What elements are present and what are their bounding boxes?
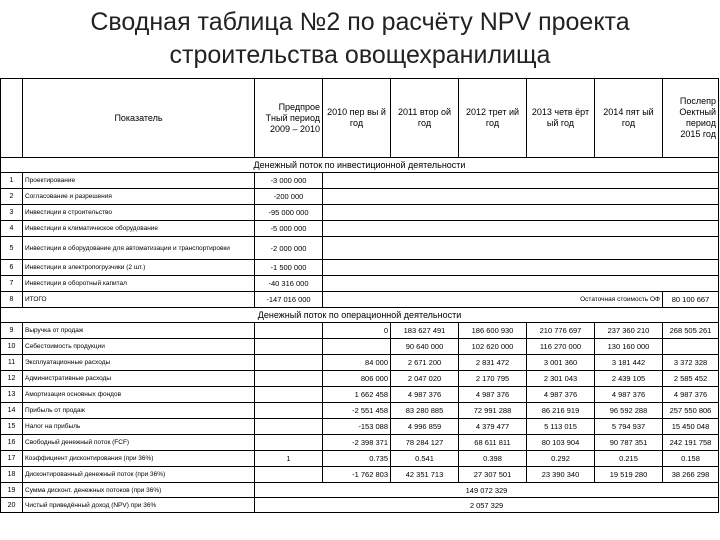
row-label: Себестоимость продукции xyxy=(23,339,255,355)
value-y2014: 237 360 210 xyxy=(595,323,663,339)
value-post xyxy=(663,339,719,355)
value-pre xyxy=(255,339,323,355)
value-y2010: -2 551 458 xyxy=(323,403,391,419)
row-label: Административные расходы xyxy=(23,371,255,387)
header-post-period: Послепр Оектный период 2015 год xyxy=(663,79,719,158)
value-y2012: 4 379 477 xyxy=(459,419,527,435)
table-row xyxy=(1,387,719,403)
value-pre xyxy=(255,355,323,371)
pre-period-value: -3 000 000 xyxy=(255,173,323,189)
row-number: 15 xyxy=(1,419,23,435)
value-post: 38 266 298 xyxy=(663,467,719,483)
table-row xyxy=(1,435,719,451)
row-label: Инвестиции в оборудование для автоматизации и транспортировки xyxy=(23,237,255,260)
value-y2014: 5 794 937 xyxy=(595,419,663,435)
value-y2010: -153 088 xyxy=(323,419,391,435)
row-label: Свободный денежный поток (FCF) xyxy=(23,435,255,451)
row-number: 7 xyxy=(1,276,23,292)
value-y2011: 183 627 491 xyxy=(391,323,459,339)
value-pre xyxy=(255,323,323,339)
row-number: 1 xyxy=(1,173,23,189)
row-label: Дисконтированный денежный поток (при 36%) xyxy=(23,467,255,483)
table-row xyxy=(1,467,719,483)
pre-period-value: -40 316 000 xyxy=(255,276,323,292)
row-label: ИТОГО xyxy=(23,292,255,308)
row-number: 4 xyxy=(1,221,23,237)
table-row xyxy=(1,276,719,292)
table-row xyxy=(1,451,719,467)
row-number: 10 xyxy=(1,339,23,355)
value-post: 2 585 452 xyxy=(663,371,719,387)
value-y2010: -2 398 371 xyxy=(323,435,391,451)
row-number: 11 xyxy=(1,355,23,371)
section-operations: Денежный поток по операционной деятельности xyxy=(1,308,719,323)
value-y2014: 2 439 105 xyxy=(595,371,663,387)
value-y2010: 84 000 xyxy=(323,355,391,371)
value-pre xyxy=(255,467,323,483)
value-y2013: 80 103 904 xyxy=(527,435,595,451)
value-y2011: 78 284 127 xyxy=(391,435,459,451)
empty-cells xyxy=(323,276,719,292)
table-row xyxy=(1,339,719,355)
summary-row xyxy=(1,483,719,498)
header-2014: 2014 пят ый год xyxy=(595,79,663,158)
table-row xyxy=(1,173,719,189)
value-y2012: 68 611 811 xyxy=(459,435,527,451)
pre-period-value: -2 000 000 xyxy=(255,237,323,260)
value-y2010: 1 662 458 xyxy=(323,387,391,403)
row-number: 16 xyxy=(1,435,23,451)
table-row xyxy=(1,205,719,221)
value-y2014: 4 987 376 xyxy=(595,387,663,403)
value-y2011: 2 671 200 xyxy=(391,355,459,371)
table-row xyxy=(1,419,719,435)
row-number: 17 xyxy=(1,451,23,467)
value-y2012: 72 991 288 xyxy=(459,403,527,419)
value-post: 0.158 xyxy=(663,451,719,467)
value-pre xyxy=(255,419,323,435)
value-y2014: 90 787 351 xyxy=(595,435,663,451)
row-number: 8 xyxy=(1,292,23,308)
empty-cells xyxy=(323,260,719,276)
value-pre xyxy=(255,387,323,403)
empty-cells xyxy=(323,221,719,237)
section-investment: Денежный поток по инвестиционной деятельности xyxy=(1,158,719,173)
empty-cells xyxy=(323,189,719,205)
summary-rows xyxy=(1,483,719,513)
row-number: 20 xyxy=(1,498,23,513)
title-line-2: строительства овощехранилища xyxy=(169,41,551,69)
value-y2014: 130 160 000 xyxy=(595,339,663,355)
value-y2010: 0 xyxy=(323,323,391,339)
header-num xyxy=(1,79,23,158)
page-title xyxy=(0,6,720,72)
value-y2013: 86 216 919 xyxy=(527,403,595,419)
row-label: Инвестиции в строительство xyxy=(23,205,255,221)
row-number: 3 xyxy=(1,205,23,221)
row-label: Проектирование xyxy=(23,173,255,189)
row-number: 12 xyxy=(1,371,23,387)
header-row xyxy=(1,79,719,158)
value-y2011: 2 047 020 xyxy=(391,371,459,387)
table-row xyxy=(1,189,719,205)
value-y2012: 102 620 000 xyxy=(459,339,527,355)
row-number: 2 xyxy=(1,189,23,205)
value-pre xyxy=(255,371,323,387)
row-label: Выручка от продаж xyxy=(23,323,255,339)
value-y2014: 19 519 280 xyxy=(595,467,663,483)
row-label: Инвестиции в оборотный капитал xyxy=(23,276,255,292)
empty-cells xyxy=(323,237,719,260)
row-label: Прибыль от продаж xyxy=(23,403,255,419)
value-y2013: 4 987 376 xyxy=(527,387,595,403)
row-label: Коэффициент дисконтирования (при 36%) xyxy=(23,451,255,467)
value-y2013: 23 390 340 xyxy=(527,467,595,483)
value-y2013: 5 113 015 xyxy=(527,419,595,435)
value-post: 268 505 261 xyxy=(663,323,719,339)
value-y2012: 4 987 376 xyxy=(459,387,527,403)
value-y2010 xyxy=(323,339,391,355)
value-y2011: 83 280 885 xyxy=(391,403,459,419)
pre-period-value: -200 000 xyxy=(255,189,323,205)
empty-cells xyxy=(323,205,719,221)
value-y2010: -1 762 803 xyxy=(323,467,391,483)
investment-rows xyxy=(1,173,719,308)
pre-period-value: -95 000 000 xyxy=(255,205,323,221)
npv-table xyxy=(0,78,719,513)
value-pre: 1 xyxy=(255,451,323,467)
table-row xyxy=(1,371,719,387)
value-y2013: 2 301 043 xyxy=(527,371,595,387)
value-y2014: 3 181 442 xyxy=(595,355,663,371)
value-y2010: 806 000 xyxy=(323,371,391,387)
row-number: 18 xyxy=(1,467,23,483)
value-y2011: 90 640 000 xyxy=(391,339,459,355)
title-line-1: Сводная таблица №2 по расчёту NPV проекта xyxy=(90,8,630,36)
value-y2011: 42 351 713 xyxy=(391,467,459,483)
value-y2014: 0.215 xyxy=(595,451,663,467)
row-number: 9 xyxy=(1,323,23,339)
row-number: 14 xyxy=(1,403,23,419)
table-row xyxy=(1,260,719,276)
value-pre xyxy=(255,403,323,419)
row-label: Амортизация основных фондов xyxy=(23,387,255,403)
table-row xyxy=(1,221,719,237)
table-row xyxy=(1,292,719,308)
operations-rows xyxy=(1,323,719,483)
empty-cells xyxy=(323,173,719,189)
summary-value: 2 057 329 xyxy=(255,498,719,513)
value-y2014: 96 592 288 xyxy=(595,403,663,419)
value-y2011: 4 996 859 xyxy=(391,419,459,435)
header-pre-period: Предпрое Тный период 2009 – 2010 xyxy=(255,79,323,158)
row-number: 19 xyxy=(1,483,23,498)
value-post: 4 987 376 xyxy=(663,387,719,403)
header-2013: 2013 четв ёрт ый год xyxy=(527,79,595,158)
summary-value: 149 072 329 xyxy=(255,483,719,498)
table-row xyxy=(1,355,719,371)
value-y2013: 3 001 360 xyxy=(527,355,595,371)
value-y2013: 210 776 697 xyxy=(527,323,595,339)
value-y2012: 186 600 930 xyxy=(459,323,527,339)
header-2012: 2012 трет ий год xyxy=(459,79,527,158)
row-label: Чистый приведённый доход (NPV) при 36% xyxy=(23,498,255,513)
value-post: 15 450 048 xyxy=(663,419,719,435)
table-row xyxy=(1,323,719,339)
row-label: Инвестиции в электропогрузчики (2 шт.) xyxy=(23,260,255,276)
pre-period-value: -1 500 000 xyxy=(255,260,323,276)
row-label: Согласование и разрешения xyxy=(23,189,255,205)
row-number: 6 xyxy=(1,260,23,276)
value-y2011: 4 987 376 xyxy=(391,387,459,403)
value-y2012: 2 831 472 xyxy=(459,355,527,371)
row-label: Сумма дисконт. денежных потоков (при 36%) xyxy=(23,483,255,498)
row-label: Инвестиции в климатическое оборудование xyxy=(23,221,255,237)
header-indicator: Показатель xyxy=(23,79,255,158)
post-period-value: 80 100 667 xyxy=(663,292,719,308)
value-y2012: 0.398 xyxy=(459,451,527,467)
value-y2013: 116 270 000 xyxy=(527,339,595,355)
value-post: 242 191 758 xyxy=(663,435,719,451)
row-label: Эксплуатационные расходы xyxy=(23,355,255,371)
value-post: 3 372 328 xyxy=(663,355,719,371)
summary-row xyxy=(1,498,719,513)
table-row xyxy=(1,237,719,260)
row-label: Налог на прибыль xyxy=(23,419,255,435)
value-post: 257 550 806 xyxy=(663,403,719,419)
pre-period-value: -5 000 000 xyxy=(255,221,323,237)
row-number: 5 xyxy=(1,237,23,260)
value-y2012: 2 170 795 xyxy=(459,371,527,387)
value-y2011: 0.541 xyxy=(391,451,459,467)
value-y2013: 0.292 xyxy=(527,451,595,467)
row-number: 13 xyxy=(1,387,23,403)
header-2011: 2011 втор ой год xyxy=(391,79,459,158)
residual-value-label: Остаточная стоимость ОФ xyxy=(323,292,663,308)
pre-period-value: -147 016 000 xyxy=(255,292,323,308)
value-y2012: 27 307 501 xyxy=(459,467,527,483)
table-row xyxy=(1,403,719,419)
value-y2010: 0.735 xyxy=(323,451,391,467)
value-pre xyxy=(255,435,323,451)
header-2010: 2010 пер вы й год xyxy=(323,79,391,158)
